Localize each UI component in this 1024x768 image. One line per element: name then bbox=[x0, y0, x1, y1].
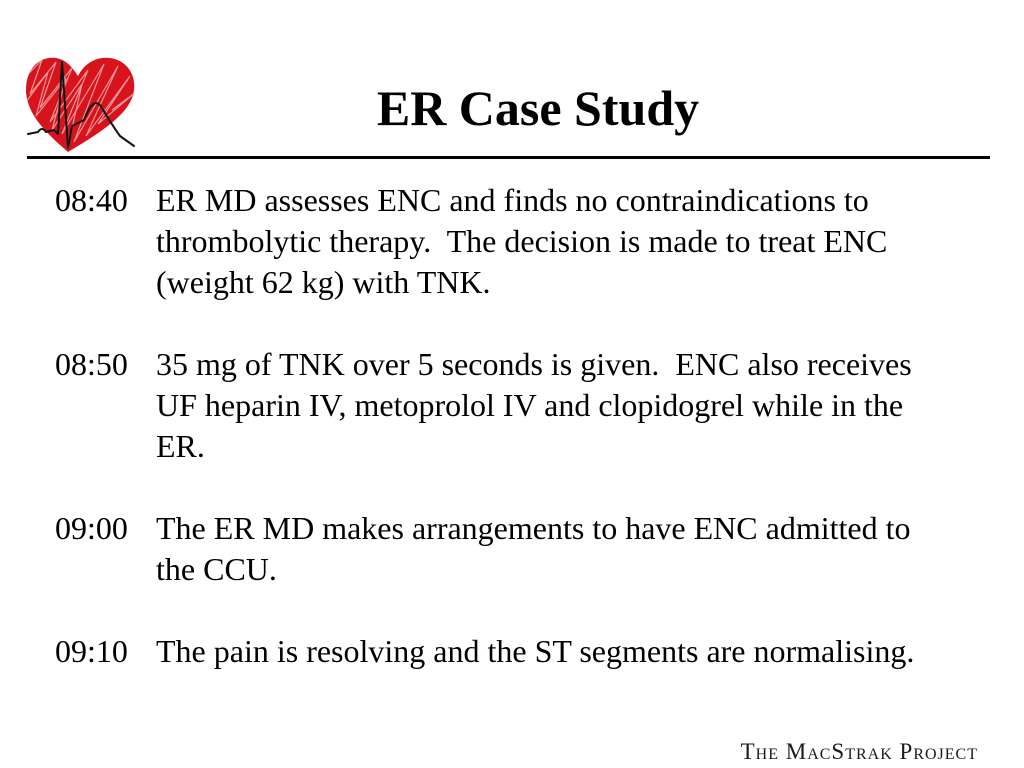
timeline-entry bbox=[55, 508, 975, 590]
timeline bbox=[55, 180, 975, 713]
timeline-entry bbox=[55, 631, 975, 672]
entry-text bbox=[156, 508, 975, 590]
entry-text bbox=[156, 631, 975, 672]
entry-line: UF heparin IV, metoprolol IV and clopidogrel while in the bbox=[156, 387, 904, 423]
entry-line: thrombolytic therapy. The decision is made to treat ENC bbox=[156, 223, 888, 259]
entry-line: (weight 62 kg) with TNK. bbox=[156, 264, 491, 300]
timeline-entry bbox=[55, 180, 975, 303]
entry-line: 35 mg of TNK over 5 seconds is given. ENC also receives bbox=[156, 346, 912, 382]
entry-time: 08:50 bbox=[55, 346, 128, 382]
timeline-entry bbox=[55, 344, 975, 467]
footer-project-name: The MacStrak Project bbox=[740, 739, 978, 764]
entry-text bbox=[156, 344, 975, 467]
entry-time: 09:00 bbox=[55, 510, 128, 546]
entry-line: The pain is resolving and the ST segments are normalising. bbox=[156, 633, 915, 669]
entry-line: ER MD assesses ENC and finds no contraindications to bbox=[156, 182, 869, 218]
heart-ecg-icon bbox=[22, 50, 142, 160]
title-divider bbox=[27, 156, 990, 159]
entry-line: the CCU. bbox=[156, 551, 277, 587]
entry-line: The ER MD makes arrangements to have ENC admitted to bbox=[156, 510, 911, 546]
entry-line: ER. bbox=[156, 428, 205, 464]
entry-text bbox=[156, 180, 975, 303]
entry-time: 09:10 bbox=[55, 633, 128, 669]
page-title: ER Case Study bbox=[376, 80, 700, 136]
entry-time: 08:40 bbox=[55, 182, 128, 218]
